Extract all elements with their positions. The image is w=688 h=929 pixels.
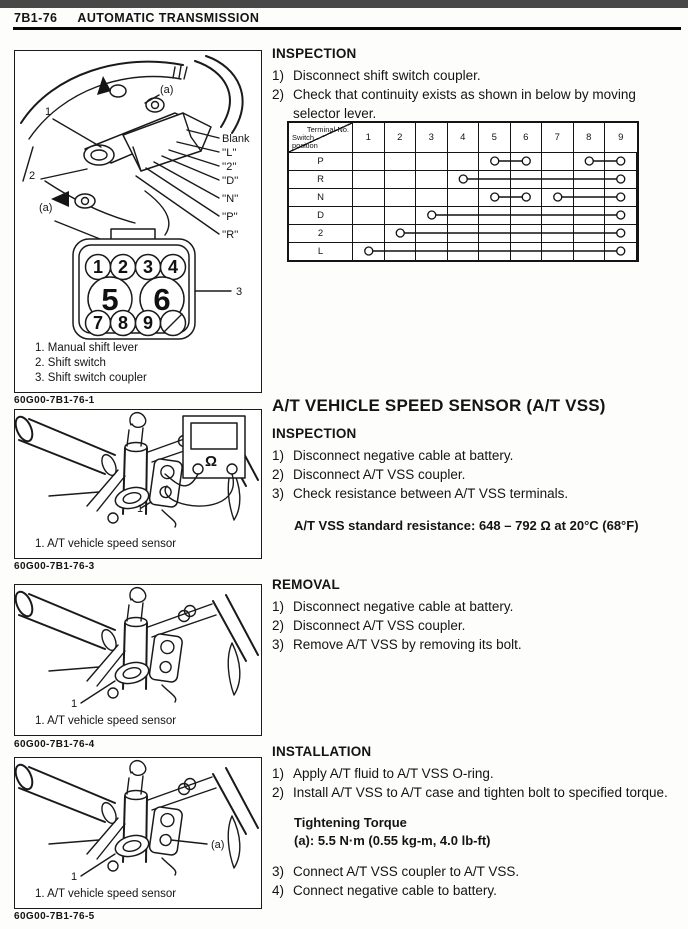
- caption-line: 1. A/T vehicle speed sensor: [35, 715, 177, 727]
- line-art: [15, 588, 258, 703]
- section-heading: REMOVAL: [272, 577, 340, 592]
- pin-3: 3: [142, 257, 154, 277]
- terminal-header-cell: 6: [511, 123, 543, 152]
- terminal-cell: [448, 189, 480, 206]
- figure-shift-switch: [14, 50, 262, 393]
- terminal-cell: [479, 189, 511, 206]
- terminal-cell: [574, 243, 606, 260]
- step-text: Install A/T VSS to A/T case and tighten bolt to specified torque.: [293, 785, 668, 800]
- terminal-cell: [542, 153, 574, 170]
- terminal-cell: [385, 189, 417, 206]
- figure-vss-removal: [14, 584, 262, 736]
- torque-spec: [294, 814, 674, 850]
- figure-caption: [35, 887, 176, 902]
- callout-a-top: (a): [160, 84, 174, 96]
- terminal-cell: [416, 171, 448, 188]
- vss-illustration: [15, 758, 259, 884]
- step-number: 1): [272, 599, 285, 614]
- caption-line: 2. Shift switch: [35, 357, 106, 369]
- procedure-step: [272, 446, 674, 465]
- terminal-cell: [542, 243, 574, 260]
- terminal-cell: [353, 153, 385, 170]
- terminal-cell: [448, 225, 480, 242]
- step-list: [272, 446, 674, 503]
- step-text: Connect negative cable to battery.: [293, 883, 497, 898]
- pin-4: 4: [167, 257, 179, 277]
- section-heading: INSPECTION: [272, 46, 357, 61]
- switch-position-cell: P: [289, 153, 353, 170]
- terminal-cell: [479, 225, 511, 242]
- terminal-cell: [353, 189, 385, 206]
- terminal-cell: [479, 171, 511, 188]
- terminal-cell: [385, 243, 417, 260]
- caption-line: 1. A/T vehicle speed sensor: [35, 538, 177, 550]
- pin-7: 7: [92, 313, 104, 333]
- figure-vss-installation: [14, 757, 262, 909]
- step-number: 2): [272, 618, 285, 633]
- procedure-step: [272, 85, 674, 123]
- procedure-step: [272, 862, 674, 881]
- callout-a-left: (a): [39, 202, 53, 214]
- terminal-header-cell: 5: [479, 123, 511, 152]
- terminal-header-cell: 8: [574, 123, 606, 152]
- continuity-row: [289, 242, 637, 260]
- step-text: Disconnect shift switch coupler.: [293, 68, 481, 83]
- caption-line: 3. Shift switch coupler: [35, 372, 147, 384]
- step-list: [272, 597, 674, 654]
- shift-switch-illustration: [15, 51, 259, 343]
- terminal-cell: [385, 153, 417, 170]
- terminal-cell: [416, 153, 448, 170]
- procedure-step: [272, 881, 674, 900]
- vss-illustration: [15, 410, 259, 534]
- step-text: Check resistance between A/T VSS terminals.: [293, 486, 569, 501]
- terminal-header-cell: 7: [542, 123, 574, 152]
- procedure-step: [272, 465, 674, 484]
- callout-1: 1: [45, 106, 52, 118]
- vss-removal-section: [272, 575, 674, 654]
- terminal-cell: [542, 225, 574, 242]
- terminal-cell: [416, 243, 448, 260]
- caption-line: 1. A/T vehicle speed sensor: [35, 888, 177, 900]
- callout-3: 3: [236, 286, 243, 298]
- table-header-row: [289, 123, 637, 152]
- vss-section-title: A/T VEHICLE SPEED SENSOR (A/T VSS): [272, 396, 606, 415]
- terminal-cell: [574, 207, 606, 224]
- label-N: ''N'': [222, 193, 239, 205]
- terminal-cell: [448, 171, 480, 188]
- terminal-cell: [448, 207, 480, 224]
- terminal-cell: [574, 171, 606, 188]
- terminal-header-cell: 2: [385, 123, 417, 152]
- continuity-row: [289, 206, 637, 224]
- continuity-row: [289, 224, 637, 242]
- terminal-cell: [353, 171, 385, 188]
- pin-5: 5: [101, 282, 119, 317]
- table-body: [289, 152, 637, 260]
- step-text: Disconnect A/T VSS coupler.: [293, 467, 466, 482]
- step-number: 2): [272, 467, 285, 482]
- step-list: [272, 862, 674, 900]
- terminal-cell: [574, 153, 606, 170]
- terminal-cell: [542, 207, 574, 224]
- terminal-cell: [448, 243, 480, 260]
- figure-code: 60G00-7B1-76-1: [14, 395, 95, 406]
- callout-1: 1: [71, 871, 78, 883]
- callout-2: 2: [29, 170, 36, 182]
- terminal-cell: [511, 171, 543, 188]
- shift-switch-inspection-section: [272, 44, 674, 123]
- switch-position-cell: L: [289, 243, 353, 260]
- procedure-step: [272, 783, 674, 802]
- step-text: Disconnect negative cable at battery.: [293, 448, 514, 463]
- procedure-step: [272, 764, 674, 783]
- figure-code: 60G00-7B1-76-5: [14, 911, 95, 922]
- callout-1: 1: [71, 698, 78, 710]
- terminal-cell: [416, 225, 448, 242]
- terminal-cell: [605, 243, 637, 260]
- section-heading: INSPECTION: [272, 426, 357, 441]
- step-number: 1): [272, 448, 285, 463]
- procedure-step: [272, 484, 674, 503]
- switch-position-cell: R: [289, 171, 353, 188]
- pin-2: 2: [117, 257, 129, 277]
- label-R: ''R'': [222, 229, 239, 241]
- label-L: ''L'': [222, 147, 237, 159]
- corner-label-switch: Switch position: [292, 133, 318, 150]
- continuity-row: [289, 152, 637, 170]
- terminal-cell: [479, 153, 511, 170]
- terminal-cell: [353, 207, 385, 224]
- procedure-step: [272, 66, 674, 85]
- vss-installation-section: [272, 742, 674, 900]
- torque-heading: Tightening Torque: [294, 815, 407, 830]
- pin-6: 6: [153, 282, 171, 317]
- figure-caption: [35, 714, 176, 729]
- terminal-cell: [353, 225, 385, 242]
- terminal-header-cell: 9: [618, 132, 624, 143]
- switch-position-cell: D: [289, 207, 353, 224]
- header-rule: [13, 27, 681, 30]
- figure-code: 60G00-7B1-76-4: [14, 739, 95, 750]
- switch-position-cell: N: [289, 189, 353, 206]
- terminal-cell: [416, 207, 448, 224]
- terminal-cell: [605, 189, 637, 206]
- step-number: 2): [272, 87, 285, 102]
- label-2: ''2'': [222, 161, 237, 173]
- terminal-cell: [511, 207, 543, 224]
- terminal-cell: [416, 189, 448, 206]
- terminal-cell: [605, 171, 637, 188]
- caption-line: 1. Manual shift lever: [35, 342, 138, 354]
- step-number: 2): [272, 785, 285, 800]
- terminal-cell: [574, 189, 606, 206]
- step-number: 1): [272, 766, 285, 781]
- terminal-cell: [542, 189, 574, 206]
- label-D: ''D'': [222, 175, 239, 187]
- continuity-row: [289, 188, 637, 206]
- page-title: AUTOMATIC TRANSMISSION: [77, 11, 260, 25]
- procedure-step: [272, 616, 674, 635]
- terminal-header-cell: 1: [353, 123, 385, 152]
- table-corner-cell: [289, 123, 353, 152]
- pin-8: 8: [117, 313, 129, 333]
- procedure-step: [272, 597, 674, 616]
- terminal-cell: [385, 207, 417, 224]
- figure-code: 60G00-7B1-76-3: [14, 561, 95, 572]
- terminal-cell: [479, 243, 511, 260]
- terminal-cell: [385, 171, 417, 188]
- section-heading: INSTALLATION: [272, 744, 372, 759]
- step-number: 1): [272, 68, 285, 83]
- corner-label-terminal: Terminal No.: [306, 125, 349, 134]
- continuity-row: [289, 170, 637, 188]
- figure-vss-inspection: [14, 409, 262, 559]
- page-number: 7B1-76: [14, 11, 58, 25]
- torque-value: (a): 5.5 N·m (0.55 kg-m, 4.0 lb-ft): [294, 833, 491, 848]
- terminal-cell: [511, 225, 543, 242]
- vss-illustration: [15, 585, 259, 711]
- label-blank: Blank: [222, 133, 250, 145]
- step-text: Remove A/T VSS by removing its bolt.: [293, 637, 522, 652]
- terminal-header-cell: 4: [448, 123, 480, 152]
- continuity-table: [287, 121, 639, 262]
- page-top-bar: [0, 0, 688, 8]
- step-number: 4): [272, 883, 285, 898]
- terminal-cell: [511, 189, 543, 206]
- procedure-step: [272, 635, 674, 654]
- callout-a: (a): [211, 839, 225, 851]
- step-number: 3): [272, 637, 285, 652]
- step-text: Connect A/T VSS coupler to A/T VSS.: [293, 864, 520, 879]
- coupler-face: [73, 229, 242, 339]
- terminal-cell: [574, 225, 606, 242]
- ohm-symbol: Ω: [204, 453, 218, 470]
- step-list: [272, 764, 674, 802]
- terminal-header-cell: 3: [416, 123, 448, 152]
- callout-1: 1: [137, 503, 144, 515]
- pin-9: 9: [142, 313, 154, 333]
- line-art: [15, 761, 258, 876]
- figure-caption: [35, 537, 176, 552]
- resistance-spec: A/T VSS standard resistance: 648 – 792 Ω at 20°C (68°F): [294, 518, 639, 533]
- step-number: 3): [272, 864, 285, 879]
- terminal-cell: [353, 243, 385, 260]
- terminal-cell: [605, 207, 637, 224]
- page-header: [14, 11, 259, 25]
- terminal-cell: [385, 225, 417, 242]
- step-text: Apply A/T fluid to A/T VSS O-ring.: [293, 766, 494, 781]
- label-P: ''P'': [222, 211, 238, 223]
- line-art: [21, 56, 243, 241]
- pin-1: 1: [92, 257, 104, 277]
- terminal-cell: [542, 171, 574, 188]
- terminal-cell: [605, 225, 637, 242]
- figure-caption: [35, 341, 147, 386]
- switch-position-cell: 2: [289, 225, 353, 242]
- terminal-cell: [479, 207, 511, 224]
- terminal-cell: [605, 153, 637, 170]
- vss-inspection-section: [272, 424, 674, 535]
- step-text: Check that continuity exists as shown in below by moving selector lever.: [293, 87, 636, 121]
- step-text: Disconnect negative cable at battery.: [293, 599, 514, 614]
- step-number: 3): [272, 486, 285, 501]
- step-list: [272, 66, 674, 123]
- terminal-cell: [448, 153, 480, 170]
- terminal-cell: [511, 243, 543, 260]
- step-text: Disconnect A/T VSS coupler.: [293, 618, 466, 633]
- terminal-cell: [511, 153, 543, 170]
